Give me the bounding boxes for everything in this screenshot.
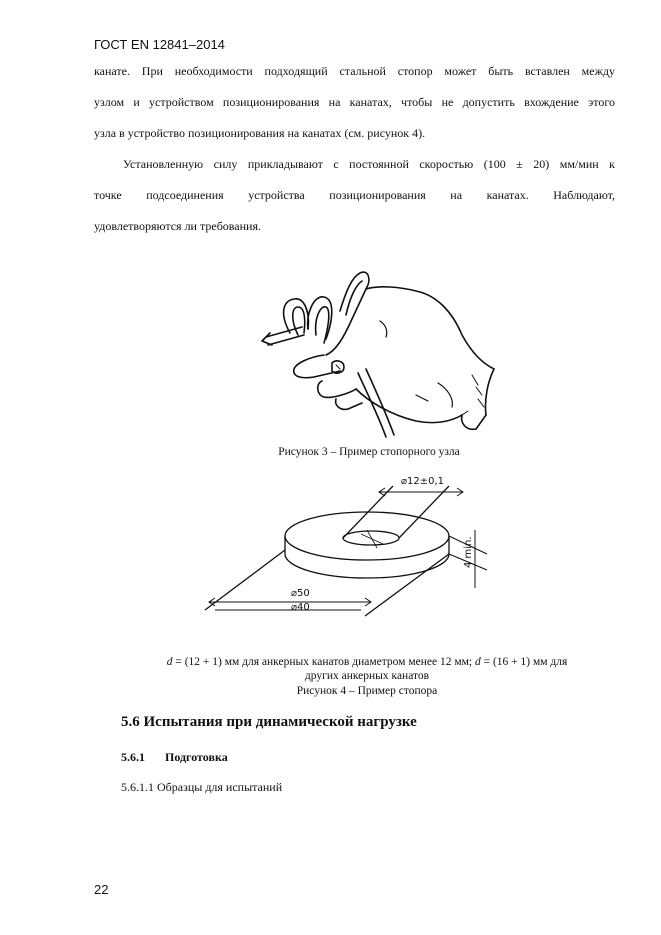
figure-4-caption: Рисунок 4 – Пример стопора bbox=[296, 685, 438, 697]
subsection-heading bbox=[121, 750, 228, 765]
subsection-title: Подготовка bbox=[165, 750, 228, 764]
hole-diameter-label: ⌀12±0,1 bbox=[401, 476, 445, 487]
paragraph-2-line-1: Установленную силу прикладывают с постоянной скоростью (100 ± 20) мм/мин к bbox=[123, 157, 615, 171]
page-number: 22 bbox=[94, 882, 109, 897]
note-part-1: = (12 + 1) мм для анкерных канатов диаметром менее 12 мм; bbox=[172, 656, 475, 668]
d-variable-2: d bbox=[474, 656, 481, 668]
d-variable-1: d bbox=[166, 656, 173, 668]
section-heading: 5.6 Испытания при динамической нагрузке bbox=[121, 714, 417, 730]
figure-3-caption: Рисунок 3 – Пример стопорного узла bbox=[278, 446, 460, 458]
figure-4-dimension-labels bbox=[195, 470, 495, 618]
figure-4-note-line-1 bbox=[112, 656, 622, 668]
outer-diameter-label-50: ⌀50 bbox=[291, 588, 310, 599]
subsubsection-item: 5.6.1.1 Образцы для испытаний bbox=[121, 780, 283, 794]
figure-3-hand-illustration bbox=[240, 255, 500, 440]
figure-4-note-line-2: других анкерных канатов bbox=[304, 670, 430, 682]
thickness-label: 4 min. bbox=[463, 536, 474, 568]
paragraph-1-line-3: узла в устройство позиционирования на канатах (см. рисунок 4). bbox=[94, 126, 426, 140]
outer-diameter-label-40: ⌀40 bbox=[291, 602, 310, 613]
paragraph-1-line-1: канате. При необходимости подходящий стальной стопор может быть вставлен между bbox=[94, 64, 615, 78]
note-part-2: = (16 + 1) мм для bbox=[480, 656, 568, 668]
paragraph-1-line-2: узлом и устройством позиционирования на канатах, чтобы не допустить вхождение этого bbox=[94, 95, 615, 109]
subsection-number: 5.6.1 bbox=[121, 750, 145, 764]
document-header: ГОСТ EN 12841–2014 bbox=[94, 37, 225, 52]
paragraph-2-line-2: точке подсоединения устройства позиционирования на канатах. Наблюдают, bbox=[94, 188, 615, 202]
paragraph-2-line-3: удовлетворяются ли требования. bbox=[94, 219, 261, 233]
